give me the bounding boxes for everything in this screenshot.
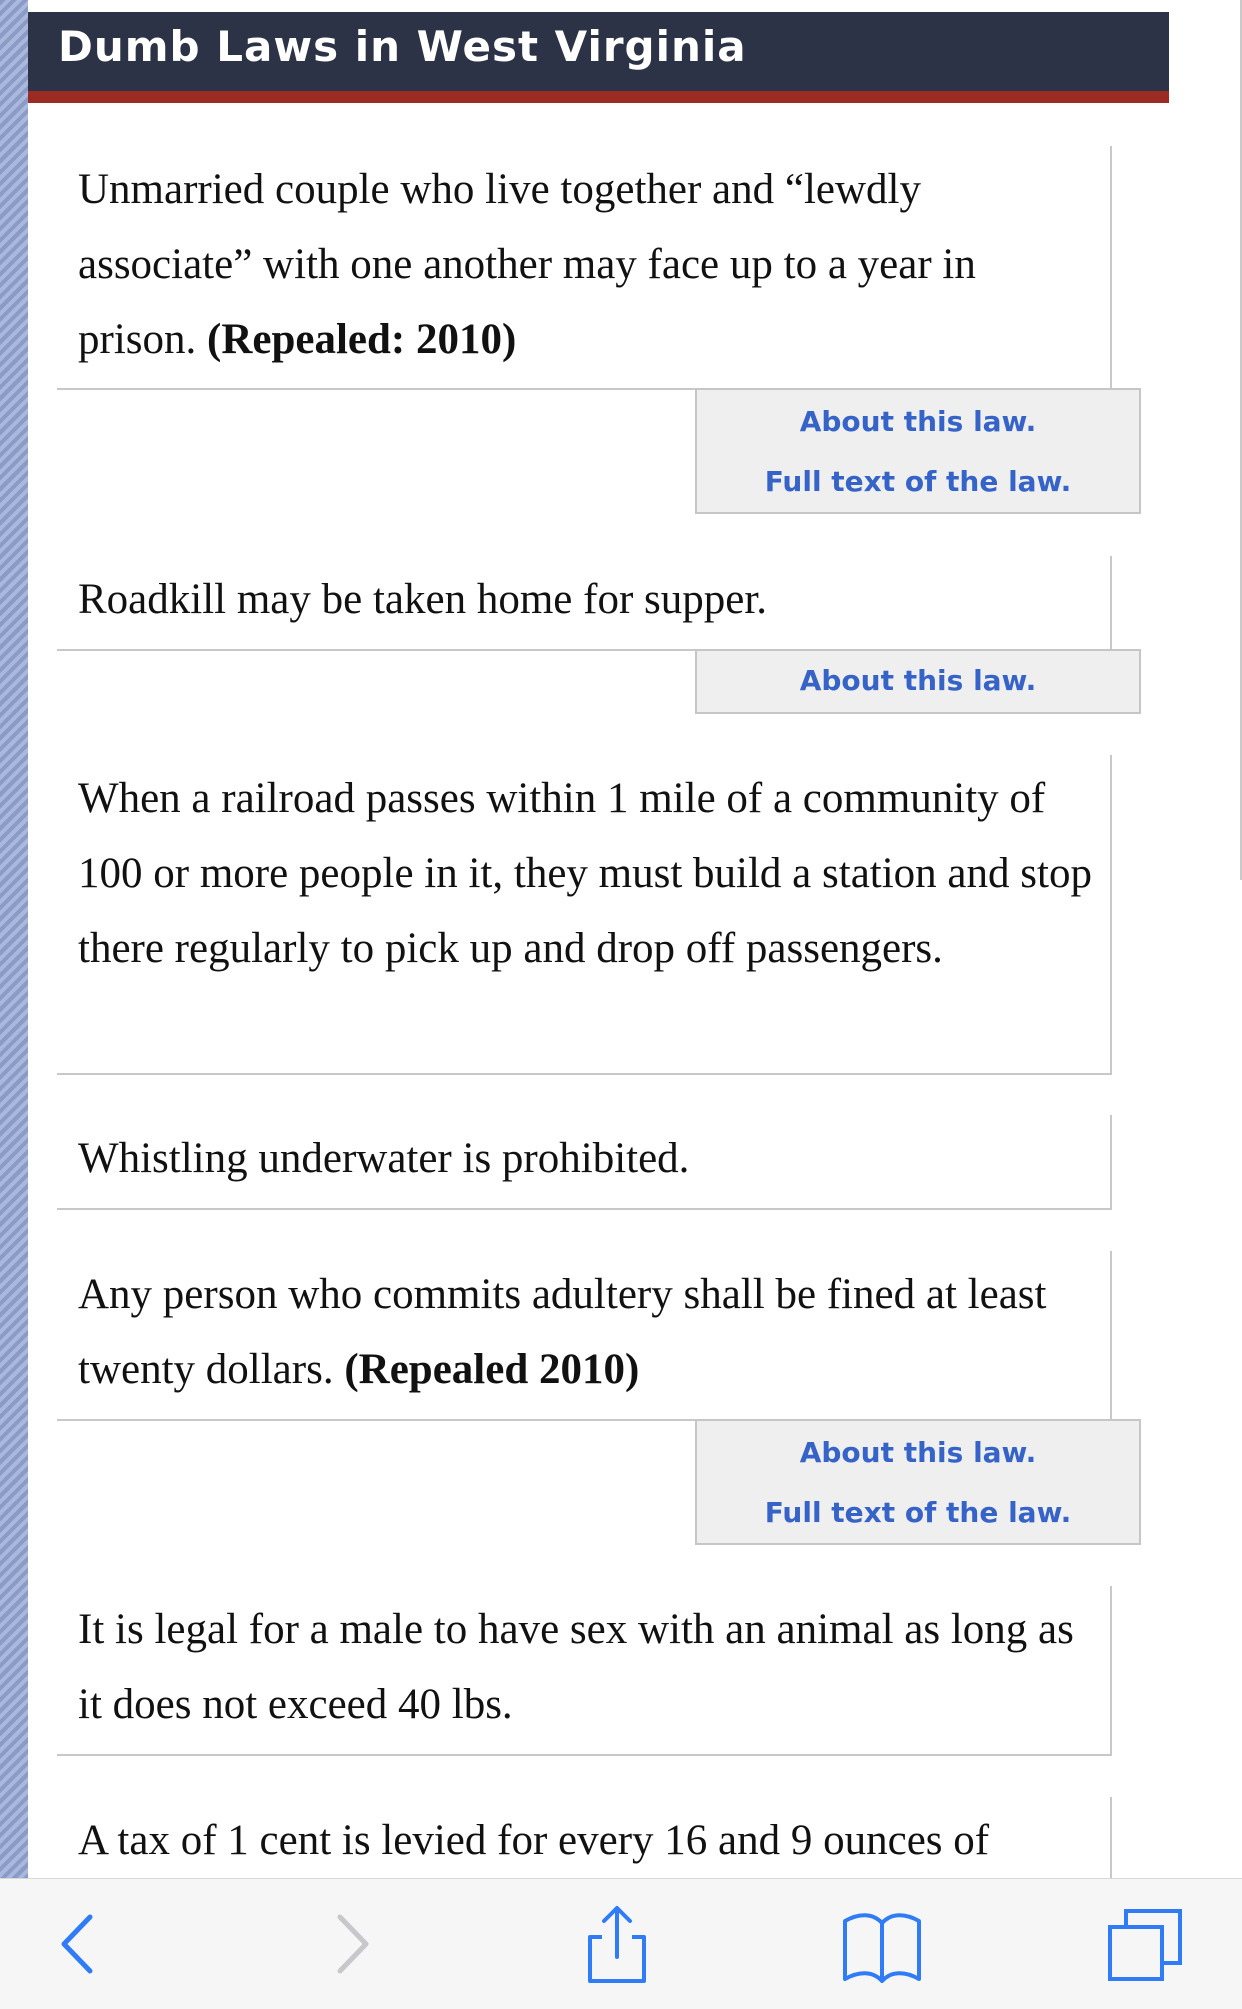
- repealed-status: (Repealed 2010): [344, 1346, 640, 1393]
- law-text: Roadkill may be taken home for supper.: [78, 576, 768, 623]
- law-item: [57, 1115, 1112, 1210]
- full-text-law-link[interactable]: Full text of the law.: [764, 465, 1072, 498]
- tabs-icon[interactable]: [1100, 1899, 1190, 1989]
- browser-toolbar: [0, 1878, 1242, 2009]
- page-title: Dumb Laws in West Virginia: [58, 22, 747, 71]
- law-links-box: [695, 1419, 1141, 1545]
- back-icon[interactable]: [32, 1899, 122, 1989]
- share-icon[interactable]: [572, 1899, 662, 1989]
- law-text: Unmarried couple who live together and “lewdly associate” with one another may face up to a year in prison. (Repealed: 2010): [78, 166, 976, 363]
- law-text: It is legal for a male to have sex with an animal as long as it does not exceed 40 lbs.: [78, 1606, 1074, 1728]
- law-item: [57, 755, 1112, 1075]
- law-item: [57, 146, 1112, 390]
- bookmarks-icon[interactable]: [837, 1899, 927, 1989]
- law-item: [57, 556, 1112, 651]
- page-header: [28, 12, 1169, 91]
- full-text-law-link[interactable]: Full text of the law.: [764, 1496, 1072, 1529]
- repealed-status: (Repealed: 2010): [207, 316, 517, 363]
- about-law-link[interactable]: About this law.: [799, 664, 1037, 697]
- law-text: Any person who commits adultery shall be fined at least twenty dollars. (Repealed 2010): [78, 1271, 1047, 1393]
- law-text: When a railroad passes within 1 mile of a community of 100 or more people in it, they must build a station and stop there regularly to pick up and drop off passengers.: [78, 775, 1092, 972]
- law-item: [57, 1586, 1112, 1756]
- law-links-box: [695, 649, 1141, 714]
- law-text: A tax of 1 cent is levied for every 16 and 9 ounces of: [78, 1817, 990, 1864]
- header-accent-bar: [28, 91, 1169, 103]
- decorative-left-strip: [0, 0, 28, 1878]
- laws-list: [28, 103, 1169, 1878]
- about-law-link[interactable]: About this law.: [799, 405, 1037, 438]
- law-item: [57, 1797, 1112, 1878]
- law-links-box: [695, 388, 1141, 514]
- top-margin: [0, 0, 1242, 12]
- law-text: Whistling underwater is prohibited.: [78, 1135, 690, 1182]
- law-item: [57, 1251, 1112, 1421]
- forward-icon[interactable]: [308, 1899, 398, 1989]
- about-law-link[interactable]: About this law.: [799, 1436, 1037, 1469]
